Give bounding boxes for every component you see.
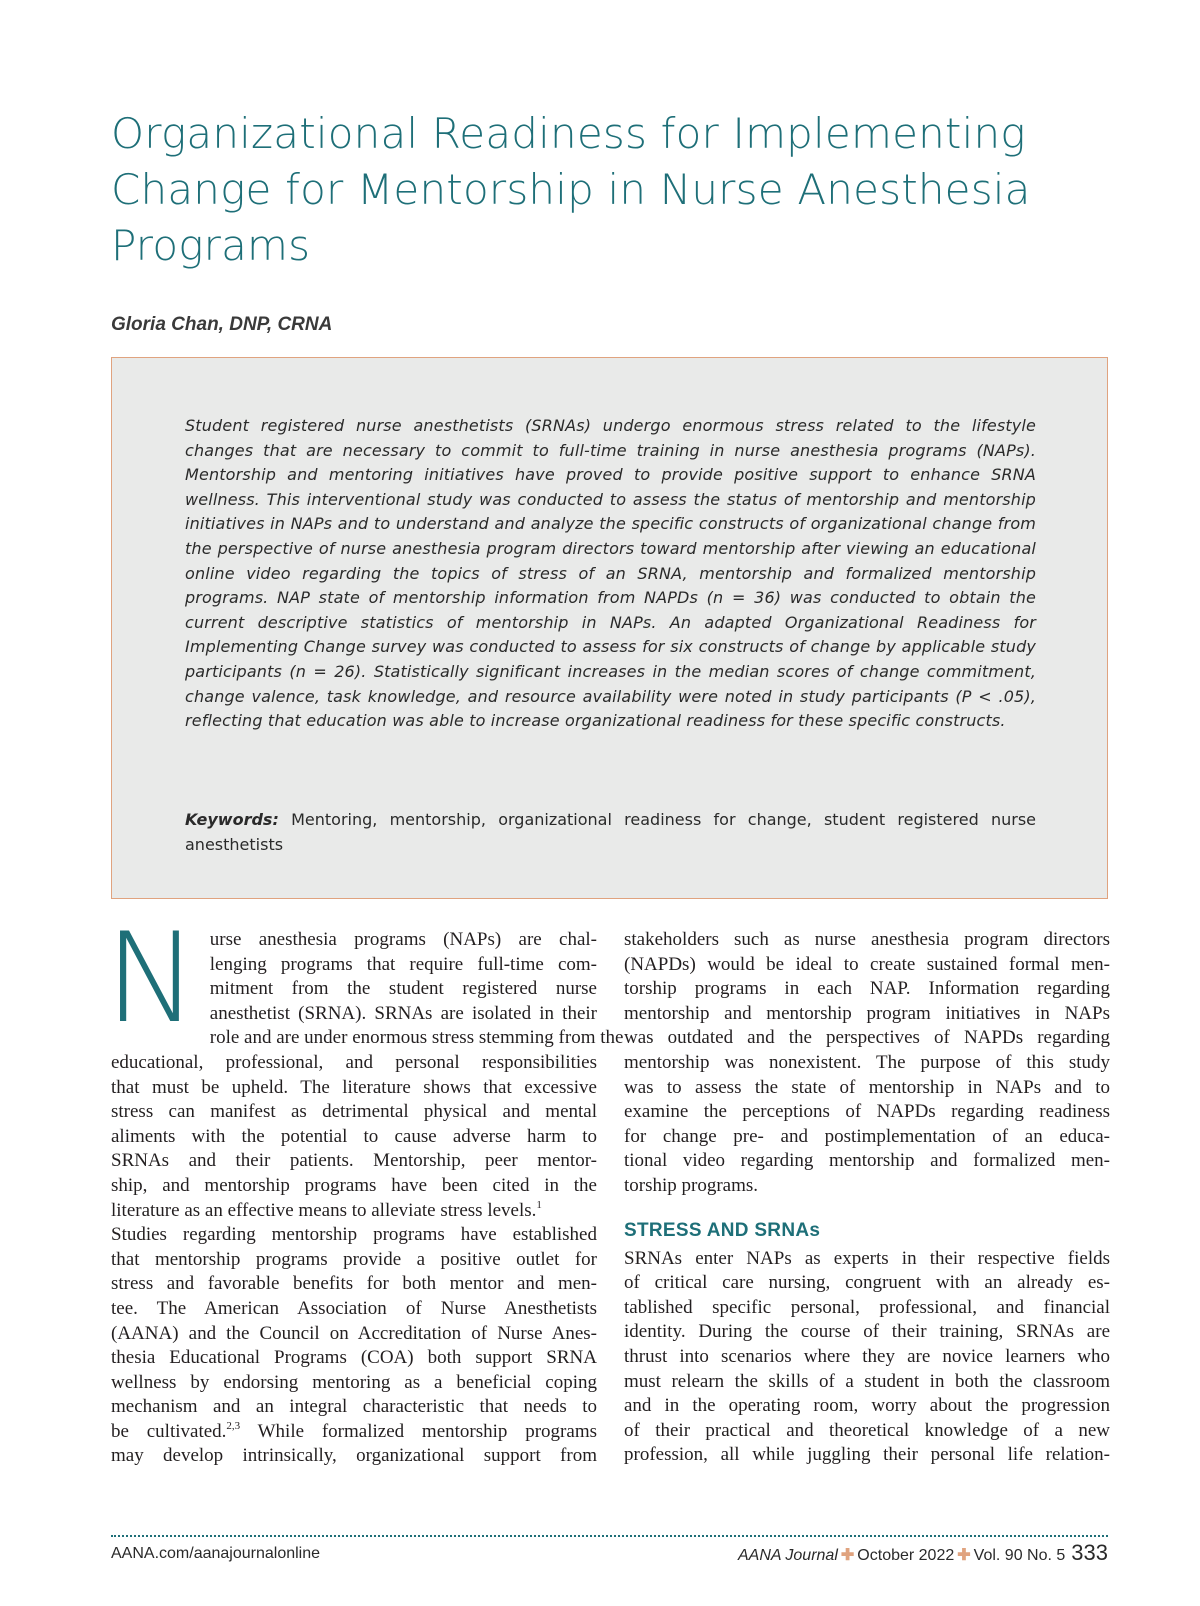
section-paragraph (624, 1247, 1110, 1468)
text-line (111, 1420, 597, 1445)
text-line: profession, all while juggling their personal life relation- (624, 1444, 1110, 1466)
text-span: literature as an effective means to alleviate stress levels. (111, 1199, 537, 1221)
plus-separator-icon: ✚ (840, 1547, 855, 1564)
text-line: aliments with the potential to cause adverse harm to (111, 1125, 597, 1147)
text-line: stakeholders such as nurse anesthesia program directors (624, 929, 1110, 950)
text-line: of critical care nursing, congruent with an already es- (624, 1272, 1110, 1294)
text-line: thesia Educational Programs (COA) both support SRNA (111, 1347, 597, 1369)
text-span: be cultivated. (111, 1420, 227, 1442)
drop-cap: N (105, 907, 198, 1051)
text-line: lenging programs that require full-time com- (209, 953, 597, 975)
text-line: (NAPDs) would be ideal to create sustained formal men- (624, 953, 1110, 975)
text-line: examine the perceptions of NAPDs regarding readiness (624, 1101, 1110, 1123)
text-span: While formalized mentorship programs (240, 1420, 597, 1442)
title-line: Organizational Readiness for Implementing (111, 109, 1026, 158)
text-line: and in the operating room, worry about the progression (624, 1395, 1110, 1417)
text-line: ship, and mentorship programs have been cited in the (111, 1174, 597, 1196)
text-line: that mentorship programs provide a positive outlet for (111, 1248, 597, 1270)
text-line: tee. The American Association of Nurse Anesthetists (111, 1297, 597, 1319)
title-line: Programs (111, 221, 311, 270)
text-line: tablished specific personal, professional, and financial (624, 1296, 1110, 1318)
text-line: for change pre- and postimplementation of an educa- (624, 1125, 1110, 1147)
citation-ref: 1 (536, 1198, 542, 1211)
text-line: tional video regarding mentorship and formalized men- (624, 1150, 1110, 1172)
body-column-left (105, 907, 624, 1469)
keywords-text: Mentoring, mentorship, organizational readiness for change, student registered nurse anesthetists (185, 810, 1036, 854)
text-line: thrust into scenarios where they are novice learners who (624, 1345, 1110, 1367)
text-line: role and are under enormous stress stemming from the (209, 1027, 624, 1049)
text-line: must relearn the skills of a student in both the classroom (624, 1370, 1110, 1392)
text-line: educational, professional, and personal responsibilities (111, 1051, 597, 1073)
plus-separator-icon: ✚ (957, 1547, 971, 1564)
footer-url[interactable]: AANA.com/aanajournalonline (111, 1545, 321, 1562)
page-number: 333 (1071, 1540, 1108, 1565)
continued-paragraph (624, 928, 1110, 1199)
text-line: of their practical and theoretical knowledge of a new (624, 1419, 1110, 1441)
title-line: Change for Mentorship in Nurse Anesthesia (111, 165, 1031, 214)
text-line: was to assess the state of mentorship in NAPs and to (624, 1076, 1110, 1098)
text-line: mitment from the student registered nurse (209, 978, 597, 1000)
footer-divider (111, 1535, 1108, 1537)
text-line: wellness by endorsing mentoring as a beneficial coping (111, 1371, 597, 1393)
text-line: torship programs in each NAP. Information regarding (624, 978, 1110, 1000)
section-heading: STRESS AND SRNAs (624, 1219, 821, 1241)
journal-name: AANA Journal (737, 1547, 838, 1564)
text-line: mentorship was nonexistent. The purpose of this study (624, 1051, 1110, 1073)
text-line: mechanism and an integral characteristic that needs to (111, 1396, 597, 1418)
text-line: stress and favorable benefits for both mentor and men- (111, 1273, 597, 1295)
text-line: SRNAs enter NAPs as experts in their respective fields (624, 1247, 1110, 1269)
text-line: stress can manifest as detrimental physical and mental (111, 1101, 597, 1123)
footer-citation (738, 1540, 1108, 1566)
text-line: mentorship and mentorship program initiatives in NAPs (624, 1002, 1110, 1024)
text-line: anesthetist (SRNA). SRNAs are isolated in their (209, 1002, 597, 1024)
text-line: SRNAs and their patients. Mentorship, peer mentor- (111, 1150, 597, 1172)
body-column-right (624, 928, 1110, 1468)
keywords (185, 808, 1036, 857)
volume-issue: Vol. 90 No. 5 (973, 1547, 1066, 1564)
author-byline: Gloria Chan, DNP, CRNA (111, 314, 333, 335)
citation-ref: 2,3 (226, 1419, 241, 1432)
text-line: that must be upheld. The literature shows that excessive (111, 1076, 597, 1098)
abstract-text: Student registered nurse anesthetists (SRNAs) undergo enormous stress related to the lifestyle changes that are necessary to commit to full-time training in nurse anesthesia programs (NAPs). Mentorship and mentoring initiatives have proved to provide positive support to enhance SRNA wellness. This interventional study was conducted to assess the status of mentorship and mentorship initiatives in NAPs and to understand and analyze the specific constructs of organizational change from the perspective of nurse anesthesia program directors toward mentorship after viewing an educational online video regarding the topics of stress of an SRNA, mentorship and formalized mentorship programs. NAP state of mentorship information from NAPDs (n = 36) was conducted to obtain the current descriptive statistics of mentorship in NAPs. An adapted Organizational Readiness for Implementing Change survey was conducted to assess for six constructs of change by applicable study participants (n = 26). Statistically significant increases in the median scores of change commitment, change valence, task knowledge, and resource availability were noted in study participants (P < .05), reflecting that education was able to increase organizational readiness for these specific constructs. (185, 416, 1036, 731)
text-line: Studies regarding mentorship programs have established (111, 1224, 597, 1246)
article-title (111, 106, 1111, 274)
text-line (111, 1199, 597, 1224)
text-line: urse anesthesia programs (NAPs) are chal- (209, 929, 597, 950)
text-line: identity. During the course of their training, SRNAs are (624, 1321, 1110, 1343)
text-line: torship programs. (624, 1174, 759, 1196)
text-line: (AANA) and the Council on Accreditation of Nurse Anes- (111, 1322, 597, 1344)
text-line: was outdated and the perspectives of NAPDs regarding (624, 1027, 1110, 1049)
issue-date: October 2022 (857, 1547, 955, 1564)
text-line: may develop intrinsically, organizational support from (111, 1445, 597, 1467)
keywords-label: Keywords: (185, 810, 279, 829)
